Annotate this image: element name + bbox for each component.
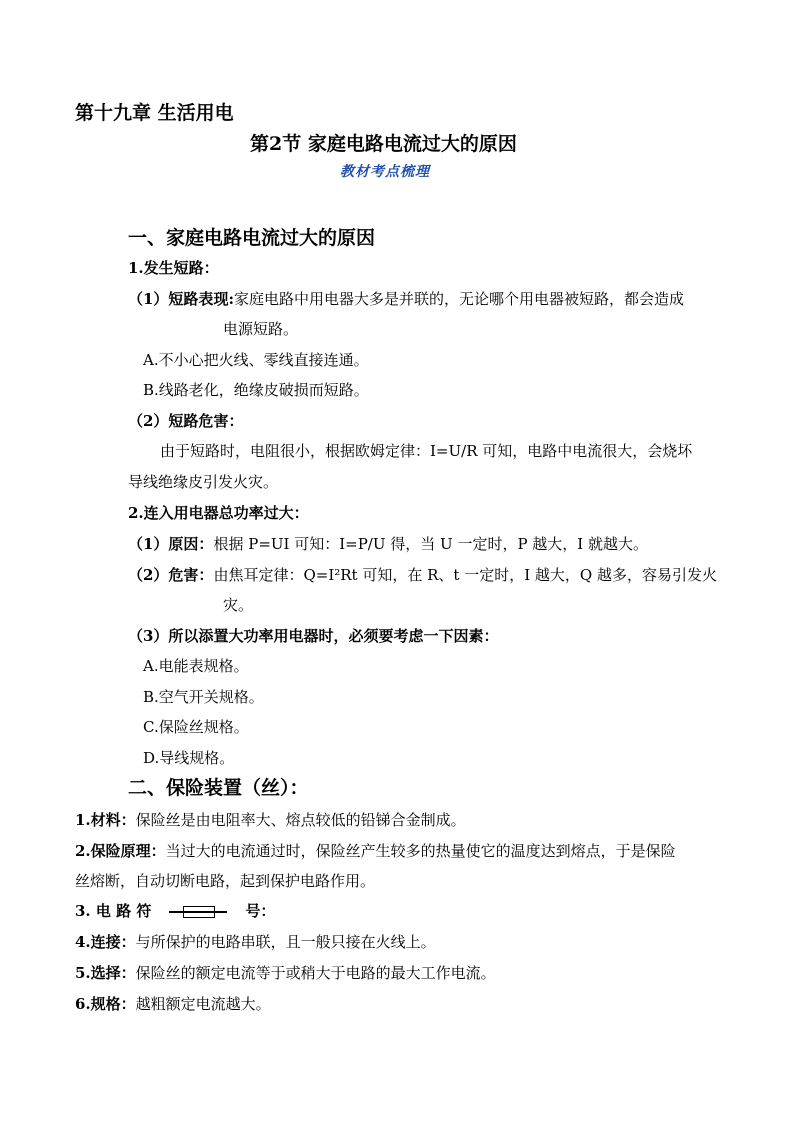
s2-1-line [128, 534, 648, 554]
item6-label: 6.规格： [75, 995, 136, 1013]
s2-option-c: C.保险丝规格。 [143, 718, 249, 736]
s2-1-label: （1）原因： [128, 535, 214, 553]
s1-1-line [128, 289, 684, 309]
s1-title: 1.发生短路： [128, 259, 219, 277]
item1-text: 保险丝是由电阻率大、熔点较低的铅锑合金制成。 [135, 811, 466, 829]
s2-option-b: B.空气开关规格。 [143, 688, 264, 706]
item1-label: 1.材料： [75, 811, 136, 829]
item6-line [75, 994, 271, 1014]
s2-option-d: D.导线规格。 [143, 749, 235, 767]
item3-label: 3. 电 路 符 [75, 902, 152, 920]
s1-1-label: （1）短路表现: [128, 290, 234, 308]
s2-1-text: 根据 P=UI 可知：I=P/U 得，当 U 一定时，P 越大，I 就越大。 [213, 535, 649, 553]
s2-3-label: （3）所以添置大功率用电器时，必须要考虑一下因素： [128, 627, 499, 645]
s1-1-text-a: 家庭电路中用电器大多是并联的，无论哪个用电器被短路，都会造成 [233, 290, 684, 308]
fuse-symbol-icon [169, 906, 227, 918]
item3-line [75, 901, 275, 921]
s2-2-label: （2）危害： [128, 566, 214, 584]
item4-line [75, 932, 436, 952]
section-title: 第2节 家庭电路电流过大的原因 [250, 133, 517, 155]
s2-2-text-b: 灾。 [223, 596, 254, 614]
s1-2-text-a: 由于短路时，电阻很小，根据欧姆定律：I=U/R 可知，电路中电流很大，会烧坏 [160, 442, 693, 460]
item4-label: 4.连接： [75, 933, 136, 951]
s1-2-label: （2）短路危害： [128, 412, 244, 430]
item6-text: 越粗额定电流越大。 [135, 995, 271, 1013]
part2-heading: 二、保险装置（丝）： [128, 777, 309, 799]
s1-1-text-b: 电源短路。 [223, 320, 299, 338]
s2-2-line [128, 565, 717, 585]
s1-2-text-b: 导线绝缘皮引发火灾。 [128, 473, 279, 491]
s2-2-text-a: 由焦耳定律：Q=I²Rt 可知，在 R、t 一定时，I 越大，Q 越多，容易引发火 [213, 566, 717, 584]
chapter-title: 第十九章 生活用电 [75, 102, 234, 124]
s2-title: 2.连入用电器总功率过大： [128, 504, 309, 522]
s1-option-a: A.不小心把火线、零线直接连通。 [143, 351, 369, 369]
subtitle: 教材考点梳理 [340, 164, 430, 180]
s2-option-a: A.电能表规格。 [143, 657, 249, 675]
item2-label: 2.保险原理： [75, 842, 166, 860]
item4-text: 与所保护的电路串联，且一般只接在火线上。 [135, 933, 436, 951]
s1-option-b: B.线路老化，绝缘皮破损而短路。 [143, 381, 369, 399]
item3-tail: 号： [245, 902, 276, 920]
item1-line [75, 810, 466, 830]
item5-label: 5.选择： [75, 964, 136, 982]
item2-line [75, 841, 676, 861]
part1-heading: 一、家庭电路电流过大的原因 [128, 227, 376, 249]
item2-text-a: 当过大的电流通过时，保险丝产生较多的热量使它的温度达到熔点，于是保险 [165, 842, 676, 860]
item5-text: 保险丝的额定电流等于或稍大于电路的最大工作电流。 [135, 964, 496, 982]
item2-text-b: 丝熔断，自动切断电路，起到保护电路作用。 [75, 872, 376, 890]
item5-line [75, 963, 496, 983]
